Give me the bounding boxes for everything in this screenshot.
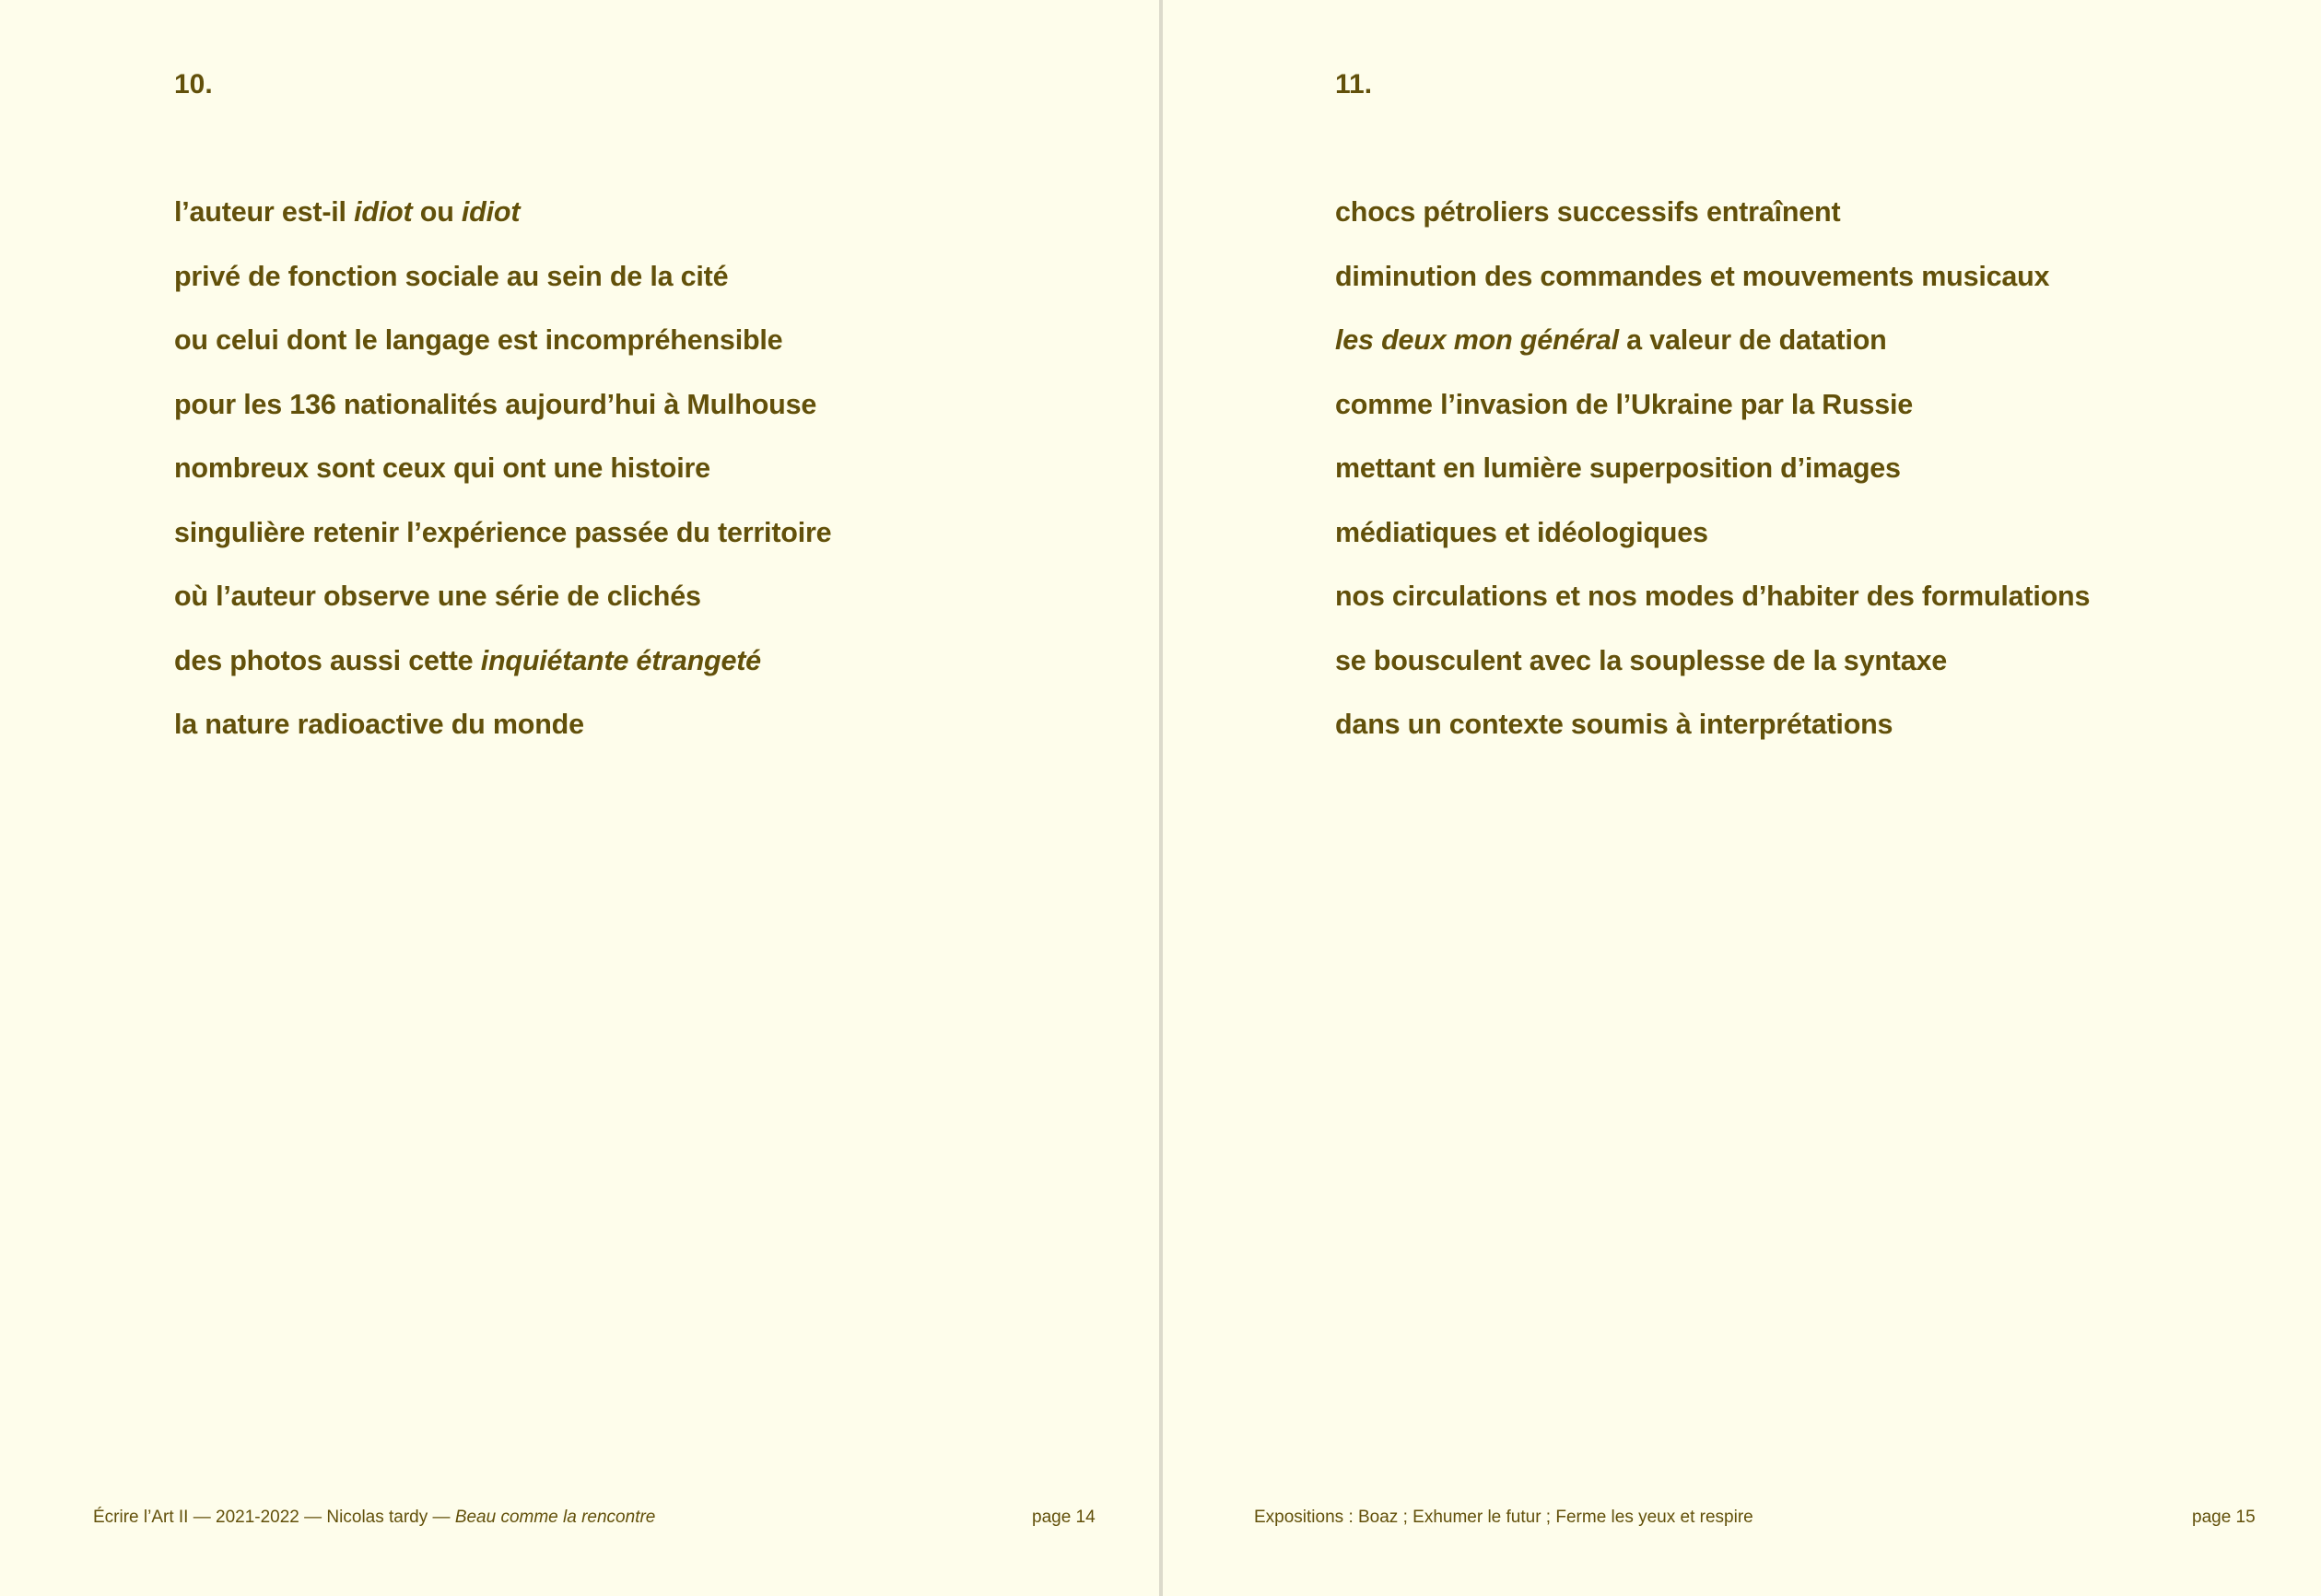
poem-line: nos circulations et nos modes d’habiter des formulations — [1335, 581, 2091, 612]
page-label: page 15 — [2192, 1508, 2256, 1527]
section-number: 11. — [1335, 69, 1373, 100]
poem-line: dans un contexte soumis à interprétations — [1335, 709, 1893, 740]
poem-line: où l’auteur observe une série de clichés — [174, 581, 701, 612]
poem-line: mettant en lumière superposition d’images — [1335, 452, 1901, 484]
footer-expositions: Expositions : Boaz ; Exhumer le futur ; Ferme les yeux et respire — [1254, 1508, 1753, 1527]
poem-line: médiatiques et idéologiques — [1335, 516, 1708, 548]
page-label: page 14 — [1032, 1508, 1096, 1527]
poem-line: l’auteur est-il idiot ou idiot — [174, 196, 521, 228]
left-page — [0, 0, 1159, 1596]
poem-line: des photos aussi cette inquiétante étrangeté — [174, 644, 761, 676]
poem-stanza — [1335, 192, 2090, 769]
poem-line: nombreux sont ceux qui ont une histoire — [174, 452, 710, 484]
poem-line: comme l’invasion de l’Ukraine par la Russie — [1335, 388, 1914, 420]
poem-stanza — [174, 192, 831, 769]
poem-line: se bousculent avec la souplesse de la syntaxe — [1335, 644, 1948, 676]
poem-line: les deux mon général a valeur de datation — [1335, 324, 1887, 356]
poem-line: ou celui dont le langage est incompréhensible — [174, 324, 783, 356]
poem-line: la nature radioactive du monde — [174, 709, 584, 740]
section-number: 10. — [174, 69, 213, 100]
poem-line: chocs pétroliers successifs entraînent — [1335, 196, 1841, 228]
right-page — [1163, 0, 2321, 1596]
book-title: Beau comme la rencontre — [454, 1508, 656, 1527]
poem-line: diminution des commandes et mouvements musicaux — [1335, 260, 2050, 292]
poem-line: privé de fonction sociale au sein de la cité — [174, 260, 729, 292]
poem-line: pour les 136 nationalités aujourd’hui à Mulhouse — [174, 388, 817, 420]
footer-credit: Écrire l’Art II — 2021-2022 — Nicolas tardy — Beau comme la rencontre — [93, 1508, 656, 1527]
poem-line: singulière retenir l’expérience passée du territoire — [174, 516, 832, 548]
